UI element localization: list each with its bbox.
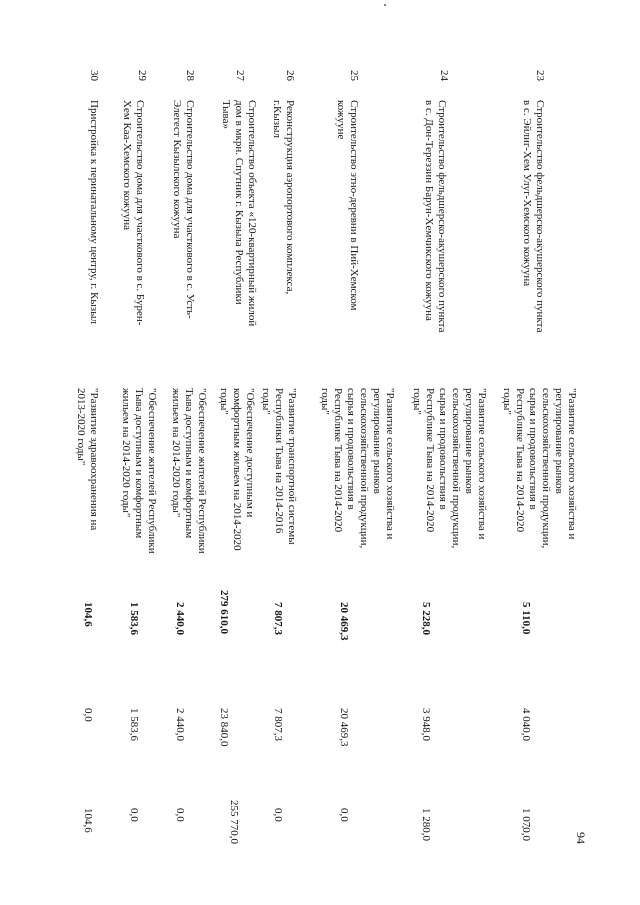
page-number: 94 [574, 832, 588, 844]
row-number: 25 [348, 70, 360, 81]
amount-1: 3 948,0 [420, 708, 432, 741]
program-name: "Обеспечение жителей Республики Тыва доступным и комфортным жильем на 2014-2020 годы" [170, 388, 208, 554]
object-name: Строительство фельдшерско-акушерского пункта в с. Эйлиг-Хем Улуг-Хемского кожууна [521, 100, 546, 333]
total-amount: 104,6 [82, 602, 94, 627]
amount-2: 0,0 [272, 808, 284, 822]
object-name: Строительство дома для участкового в с. Усть- Элегест Кызылского кожууна [171, 100, 196, 319]
amount-2: 104,6 [82, 808, 94, 833]
program-name: "Развитие сельского хозяйства и регулирование рынков сельскохозяйственной продукции, сырья и продовольствия в Республике Тыва на 2014-2020 годы" [501, 388, 578, 549]
total-amount: 1 583,6 [128, 602, 140, 635]
row-number: 26 [284, 70, 296, 81]
program-name: "Развитие сельского хозяйства и регулирование рынков сельскохозяйственной продукции, сырья и продовольствия в Республике Тыва на 2014-2020 годы" [319, 388, 396, 549]
row-number: 29 [136, 70, 148, 81]
row-number: 24 [438, 70, 450, 81]
object-name: Строительство дома для участкового в с. Бурен- Хем Каа-Хемского кожууна [121, 100, 146, 326]
amount-2: 1 280,0 [420, 808, 432, 841]
total-amount: 7 807,3 [272, 602, 284, 635]
program-name: "Развитие сельского хозяйства и регулирование рынков сельскохозяйственной продукции, сырья и продовольствия в Республике Тыва на 2014-2020 годы" [411, 388, 488, 549]
amount-1: 7 807,3 [272, 708, 284, 741]
row-number: 27 [234, 70, 246, 81]
amount-1: 23 840,0 [218, 708, 230, 747]
amount-1: 4 040,0 [520, 708, 532, 741]
row-number: 30 [88, 70, 100, 81]
object-name: Реконструкция аэропортового комплекса, г.Кызыл [271, 100, 296, 295]
program-name: "Развитие транспортной системы Республики Тыва на 2014-2016 годы" [260, 388, 298, 545]
object-name: Строительство этно-деревни в Пий-Хемском кожууне [335, 100, 360, 311]
amount-1: 20 469,3 [338, 708, 350, 747]
object-name: Строительство фельдшерско-акушерского пункта в с. Дон-Тереззин Барун-Хемчикского кожууна [423, 100, 448, 333]
object-name: Строительство объекта «120-квартирный жилой дом в мкрн. Спутник г. Кызыла Республики Тыва» [220, 100, 258, 327]
total-amount: 20 469,3 [338, 602, 350, 641]
row-number: 23 [534, 70, 546, 81]
program-name: "Обеспечение жителей Республики Тыва доступным и комфортным жильем на 2014-2020 годы" [120, 388, 158, 554]
total-amount: 5 228,0 [420, 602, 432, 635]
amount-2: 0,0 [338, 808, 350, 822]
program-name: "Развитие здравоохранения на 2013-2020 годы" [75, 388, 100, 531]
total-amount: 5 110,0 [520, 602, 532, 635]
amount-1: 2 440,0 [174, 708, 186, 741]
object-name: Пристройка к перинатальному центру, г. Кызыл [88, 100, 100, 324]
total-amount: 279 610,0 [218, 590, 230, 634]
amount-1: 1 583,6 [128, 708, 140, 741]
row-number: 28 [184, 70, 196, 81]
amount-2: 0,0 [174, 808, 186, 822]
amount-2: 0,0 [128, 808, 140, 822]
amount-2: 1 070,0 [520, 808, 532, 841]
scan-speck [384, 4, 386, 6]
total-amount: 2 440,0 [174, 602, 186, 635]
amount-1: 0,0 [82, 708, 94, 722]
program-name: "Обеспечение доступным и комфортным жильем на 2014-2020 годы" [218, 388, 256, 551]
amount-2: 255 770,0 [228, 800, 240, 844]
